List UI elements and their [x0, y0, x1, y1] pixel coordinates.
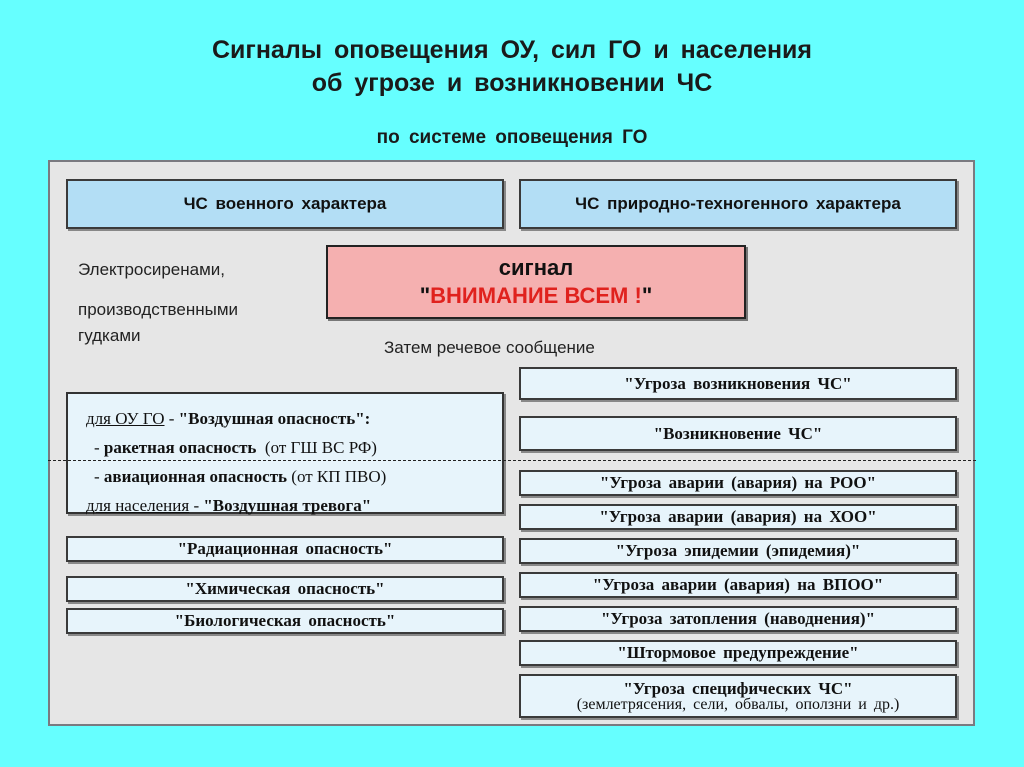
means-line-2: производственными	[78, 300, 239, 319]
aviation-danger: авиационная опасность	[103, 467, 288, 486]
air-line-missile	[86, 433, 502, 462]
means-line-1: Электросиренами,	[78, 260, 226, 279]
header-military: ЧС военного характера	[66, 179, 504, 229]
air-sep-1: -	[164, 409, 179, 428]
signal-storm: "Штормовое предупреждение"	[519, 640, 957, 666]
air-line-population	[86, 491, 502, 520]
signal-flood: "Угроза затопления (наводнения)"	[519, 606, 957, 632]
for-ou-label: для ОУ ГО	[86, 409, 165, 428]
quote-close: "	[641, 283, 653, 308]
then-message: Затем речевое сообщение	[384, 338, 595, 357]
signal-radiation: "Радиационная опасность"	[66, 536, 504, 562]
subtitle: по системе оповещения ГО	[376, 127, 648, 148]
signal-chemical: "Химическая опасность"	[66, 576, 504, 602]
signal-threat-emergency: "Угроза возникновения ЧС"	[519, 367, 957, 400]
quote-open: "	[419, 283, 431, 308]
population-signal: "Воздушная тревога"	[203, 496, 372, 515]
missile-source: (от ГШ ВС РФ)	[264, 438, 377, 457]
signal-name-line	[328, 283, 744, 309]
air-line-ou	[86, 404, 502, 433]
aviation-source: (от КП ПВО)	[291, 467, 387, 486]
title-line-2: об угрозе и возникновении ЧС	[311, 69, 713, 97]
signal-name: ВНИМАНИЕ ВСЕМ !	[430, 283, 642, 308]
signal-specific: "Угроза специфических ЧС"	[623, 678, 853, 698]
aviation-prefix: -	[94, 467, 104, 486]
missile-danger: ракетная опасность	[103, 438, 257, 457]
ou-signal: "Воздушная опасность":	[178, 409, 371, 428]
for-population-label: для населения	[86, 496, 190, 515]
signal-biological: "Биологическая опасность"	[66, 608, 504, 634]
title-line-1: Сигналы оповещения ОУ, сил ГО и населения	[211, 36, 813, 64]
signal-vpoo: "Угроза аварии (авария) на ВПОО"	[519, 572, 957, 598]
missile-prefix: -	[94, 438, 104, 457]
signal-hoo: "Угроза аварии (авария) на ХОО"	[519, 504, 957, 530]
means-line-3: гудками	[78, 326, 141, 345]
header-natural: ЧС природно-техногенного характера	[519, 179, 957, 229]
signal-epidemic: "Угроза эпидемии (эпидемия)"	[519, 538, 957, 564]
specific-note: (землетрясения, сели, обвалы, оползни и др.)	[576, 695, 900, 713]
signal-label: сигнал	[498, 255, 574, 280]
air-sep-2: -	[189, 496, 204, 515]
signal-roo: "Угроза аварии (авария) на РОО"	[519, 470, 957, 496]
dashed-divider	[48, 460, 976, 461]
signal-attention-all	[326, 245, 746, 319]
signal-specific-box	[519, 674, 957, 718]
air-danger-box	[66, 392, 504, 514]
signal-emergency: "Возникновение ЧС"	[519, 416, 957, 451]
air-line-aviation	[86, 462, 502, 491]
